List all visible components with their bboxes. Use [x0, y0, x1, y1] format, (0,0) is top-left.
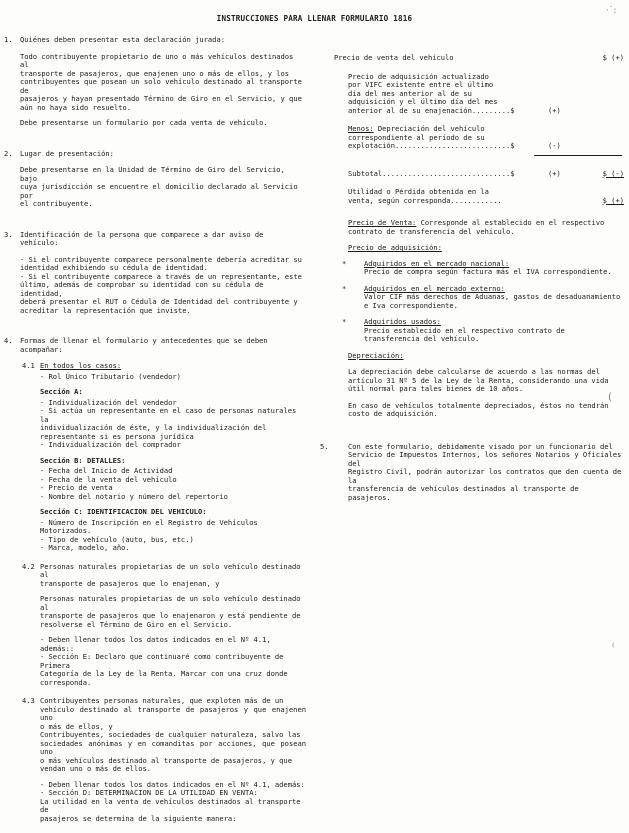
row-precio-adquisicion — [348, 73, 624, 116]
subtotal-label: Subtotal..............................$ — [348, 168, 515, 178]
bullet-mercado-nacional — [342, 260, 624, 277]
section-2-title: Lugar de presentación: — [20, 148, 114, 158]
menos-label: Menos: — [348, 124, 374, 133]
subsection-4-2-number: 4.2 — [22, 561, 35, 571]
section-5 — [320, 443, 624, 503]
bullet-mercado-externo — [342, 285, 624, 311]
document-title: INSTRUCCIONES PARA LLENAR FORMULARIO 1816 — [216, 14, 413, 23]
usados-body: Precio establecido en el respectivo contrato de transferencia del vehículo. — [364, 325, 565, 343]
depreciacion-heading: Depreciación: — [348, 350, 404, 360]
mercado-externo-heading: Adquiridos en el mercado externo: — [364, 283, 505, 293]
section-1-number: 1. — [4, 35, 13, 44]
section-1 — [4, 36, 306, 128]
precio-adquisicion-value: (+) — [548, 105, 561, 115]
section-2-number: 2. — [4, 148, 13, 158]
right-column — [320, 53, 624, 502]
subtotal-value: (+) — [548, 168, 561, 178]
precio-adquisicion-label: Precio de adquisición actualizado por VIFC existente entre el último día del mes anterior al de su adquisición y el último día del mes anterior al de su enajenación.........$ — [348, 71, 515, 115]
section-3-paragraph-1: - Si el contribuyente comparece personalmente debería acreditar su identidad exhibiendo su cédula de identidad. - Si el contribuyente comparece a través de un representante, este último, además de comprobar su identidad con su cédula de identidad, deberá presentar el RUT o Cédula de Identidad del contribuyente y acreditar la representación que inviste. — [20, 254, 302, 315]
section-4-number: 4. — [4, 336, 13, 345]
scan-margin-mark: ( — [608, 392, 612, 403]
depreciacion-value: (-) — [548, 141, 561, 150]
section-4 — [4, 337, 306, 823]
bullet-mark: * — [342, 317, 347, 326]
section-c-heading: Sección C: IDENTIFICACION DEL VEHICULO: — [40, 507, 207, 516]
subsection-4-2-paragraph-3: - Deben llenar todos los datos indicados en el Nº 4.1, además:: - Sección E: Declaro que continuaré como contribuyente de Primera Categoría de la Ley de la Renta. Marcar con una cruz donde corresponda. — [40, 635, 288, 687]
section-b-heading: Sección B: DETALLES: — [40, 455, 126, 465]
precio-venta-label: Precio de venta del vehículo — [334, 53, 454, 62]
section-c-body: - Número de Inscripción en el Registro de Vehículos Motorizados. - Tipo de vehículo (auto, bus, etc.) - Marca, modelo, año. — [40, 517, 258, 552]
section-5-number: 5. — [320, 441, 329, 451]
mercado-nacional-heading: Adquiridos en el mercado nacional: — [364, 258, 510, 268]
section-4-title: Formas de llenar el formulario y antecedentes que se deben acompañar: — [20, 336, 268, 354]
depreciacion-paragraph-2: En caso de vehículos totalmente depreciados, éstos no tendrán costo de adquisición. — [348, 400, 609, 418]
bullet-mark: * — [342, 283, 347, 293]
section-1-paragraph-1: Todo contribuyente propietario de uno o más vehículos destinados al transporte de pasajeros, que enajenen uno o más de ellos, y los contribuyentes que posean un solo vehículo destinado al transporte de pasajeros y hayan presentado Término de Giro en el Servicio, y que aún no haya sido resuelto. — [20, 51, 302, 112]
subsection-4-3 — [22, 696, 306, 823]
subsection-4-1-title: En todos los casos: — [40, 361, 122, 370]
precio-adquisicion-heading: Precio de adquisición: — [348, 243, 442, 252]
subsection-4-3-number: 4.3 — [22, 696, 35, 705]
section-3-title: Identificación de la persona que comparece a dar aviso de vehículo: — [20, 229, 264, 247]
subsection-4-3-paragraph-1: Contribuyentes personas naturales, que exploten más de un vehículo destinado al transporte de pasajeros y que enajenen uno o más de ellos, y Contribuyentes, sociedades de cualquier naturaleza, salvo las sociedades anónimas y en comanditas por acciones, que posean uno o más vehículos destinado al transporte de pasajeros, y que vendan uno o más de ellos. — [40, 696, 306, 773]
utilidad-label: Utilidad o Pérdida obtenida en la venta, según corresponda............ — [348, 187, 502, 205]
depreciacion-paragraph-1: La depreciación debe calcularse de acuerdo a las normas del artículo 31 Nº 5 de la Ley de la Renta, considerando una vida útil normal para tales bienes de 10 años. — [348, 367, 609, 393]
utilidad-value: $ (+) — [602, 195, 624, 205]
subsection-4-2-paragraph-1: Personas naturales propietarias de un solo vehículo destinado al transporte de pasajeros que lo enajenan, y — [40, 561, 301, 588]
section-3 — [4, 231, 306, 316]
section-3-number: 3. — [4, 229, 13, 239]
precio-venta-definition-body: Corresponde al establecido en el respectivo contrato de transferencia del vehículo. — [348, 218, 605, 236]
row-utilidad — [348, 188, 624, 205]
row-depreciacion — [348, 125, 624, 151]
section-1-title: Quiénes deben presentar esta declaración jurada: — [20, 35, 225, 44]
subsection-4-1-line: - Rol Único Tributario (vendedor) — [40, 371, 181, 381]
left-column — [4, 36, 306, 833]
bullet-usados — [342, 318, 624, 344]
scan-curl-mark: ⁽ — [612, 642, 615, 653]
subsection-4-3-paragraph-2: - Deben llenar todos los datos indicados en el Nº 4.1, además: - Sección D: DETERMINACION DE LA UTILIDAD EN VENTA: La utilidad en la venta de vehículos destinados al transporte de pasajeros se determina de la siguiente manera: — [40, 779, 305, 823]
scan-speck-mark: ·˙: — [606, 6, 617, 16]
section-5-body: Con este formulario, debidamente visado por un funcionario del Servicio de Impuestos Internos, los señores Notarios y Oficiales del Registro Civil, podrán autorizar los contratos que den cuenta de la transferencia de vehículos destinados al transporte de pasajeros. — [348, 441, 622, 502]
bullet-mark: * — [342, 258, 347, 268]
section-a-body: - Individualización del vendedor - Si actúa un representante en el caso de personas naturales la individualización de éste, y la individualización del representante si es persona jurídica - Individualización del comprador — [40, 397, 297, 449]
usados-heading: Adquiridos usados: — [364, 317, 441, 326]
section-2-paragraph-1: Debe presentarse en la Unidad de Término de Giro del Servicio, bajo cuya jurisdicción se encuentre el domicilio declarado al Servicio por el contribuyente. — [20, 165, 298, 208]
precio-venta-definition — [348, 219, 624, 236]
row-precio-venta — [334, 54, 624, 63]
precio-venta-definition-heading: Precio de Venta: — [348, 218, 417, 227]
section-b-body: - Fecha del Inicio de Actividad - Fecha de la venta del vehículo - Precio de venta - Nombre del notario y número del repertorio — [40, 466, 228, 501]
mercado-nacional-body: Precio de compra según factura más el IVA correspondiente. — [364, 267, 612, 276]
section-2 — [4, 150, 306, 209]
subtotal-value-2: $ (-) — [602, 168, 624, 178]
precio-venta-value: $ (+) — [602, 53, 624, 62]
section-1-paragraph-2: Debe presentarse un formulario por cada venta de vehículo. — [20, 118, 268, 127]
subsection-4-1-number: 4.1 — [22, 361, 35, 370]
subsection-4-2 — [22, 561, 306, 688]
subtotal-rule — [534, 155, 622, 156]
mercado-externo-body: Valor CIF más derechos de Aduanas, gastos de desaduanamiento e Iva correspondiente. — [364, 292, 621, 310]
section-a-heading: Sección A: — [40, 387, 83, 396]
depreciacion-label: Depreciación del vehículo correspondiente al período de su explotación...........................$ — [348, 124, 515, 150]
subsection-4-2-paragraph-2: Personas naturales propietarias de un solo vehículo destinado al transporte de pasajeros que lo enajenaron y está pendiente de resolverse el Término de Giro en el Servicio. — [40, 594, 301, 629]
row-subtotal — [348, 170, 624, 179]
subsection-4-1 — [22, 361, 306, 553]
